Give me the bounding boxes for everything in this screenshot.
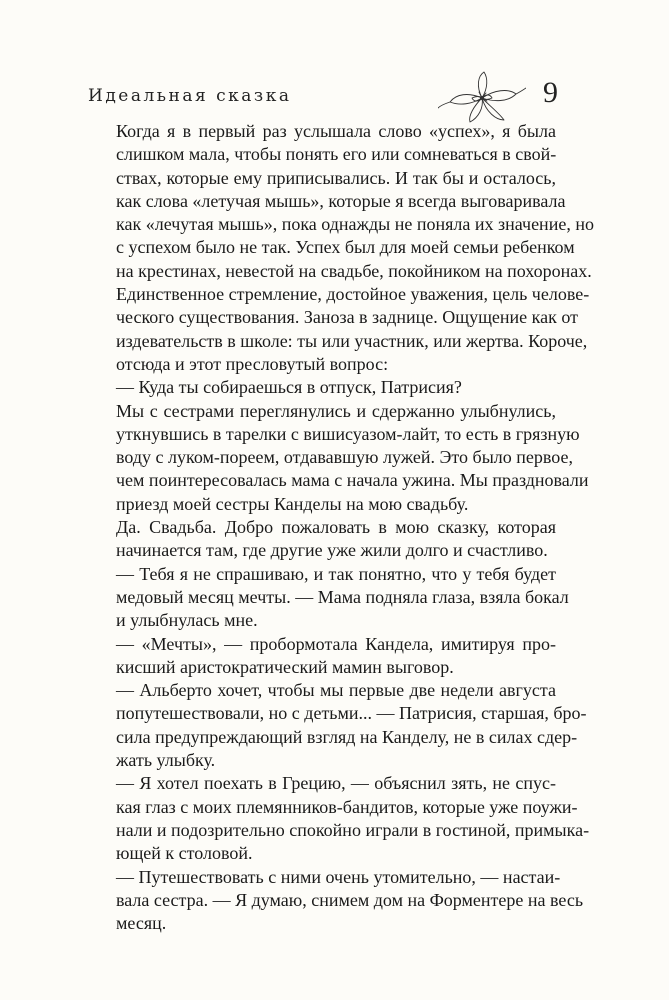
- text-line: на крестинах, невестой на свадьбе, покойником на похоронах.: [116, 260, 592, 281]
- text-line: с успехом было не так. Успех был для моей семьи ребенком: [116, 237, 575, 258]
- paragraph: [88, 400, 589, 516]
- text-line: Единственное стремление, достойное уважения, цель челове-: [116, 284, 590, 305]
- text-line: Да. Свадьба. Добро пожаловать в мою сказку, которая: [116, 517, 556, 538]
- text-line: издевательств в школе: ты или участник, или жертва. Короче,: [116, 330, 588, 351]
- text-line: ствах, которые ему приписывались. И так бы и осталось,: [116, 167, 556, 188]
- paragraph: [88, 633, 556, 680]
- text-line: жать улыбку.: [116, 750, 216, 771]
- text-line: — «Мечты», — пробормотала Кандела, имитируя про-: [116, 633, 556, 654]
- text-line: ющей к столовой.: [116, 843, 253, 864]
- text-line: — Альберто хочет, чтобы мы первые две недели августа: [116, 680, 556, 701]
- text-line: медовый месяц мечты. — Мама подняла глаза, взяла бокал: [116, 586, 569, 607]
- text-line: вала сестра. — Я думаю, снимем дом на Форментере на весь: [116, 889, 584, 910]
- paragraph: [88, 516, 556, 563]
- text-line: — Я хотел поехать в Грецию, — объяснил зять, не спус-: [116, 773, 556, 794]
- text-line: как «лечутая мышь», пока однажды не поняла их значение, но: [116, 214, 594, 235]
- text-line: попутешествовали, но с детьми... — Патрисия, старшая, бро-: [116, 703, 587, 724]
- paragraph: [88, 866, 584, 936]
- text-line: начинается там, где другие уже жили долго и счастливо.: [116, 540, 548, 561]
- text-line: как слова «летучая мышь», которые я всегда выговаривала: [116, 190, 566, 211]
- text-line: — Куда ты собираешься в отпуск, Патрисия?: [116, 377, 462, 398]
- text-line: кисший аристократический мамин выговор.: [116, 656, 454, 677]
- text-line: чем поинтересовалась мама с начала ужина. Мы праздновали: [116, 470, 589, 491]
- text-line: отсюда и этот пресловутый вопрос:: [116, 353, 389, 374]
- flower-icon: [438, 68, 526, 126]
- paragraph: [88, 563, 569, 633]
- page-number: 9: [543, 76, 558, 109]
- text-line: — Путешествовать с ними очень утомительно, — настаи-: [116, 866, 561, 887]
- text-line: нали и подозрительно спокойно играли в гостиной, примыка-: [116, 819, 590, 840]
- paragraph: [88, 376, 556, 399]
- text-line: слишком мала, чтобы понять его или сомневаться в свой-: [116, 144, 557, 165]
- text-line: месяц.: [116, 913, 167, 934]
- text-line: кая глаз с моих племянников-бандитов, которые уже поужи-: [116, 796, 578, 817]
- text-line: уткнувшись в тарелки с вишисуазом-лайт, то есть в грязную: [116, 423, 580, 444]
- text-line: и улыбнулась мне.: [116, 610, 258, 631]
- text-line: приезд моей сестры Канделы на мою свадьбу.: [116, 493, 469, 514]
- text-line: ческого существования. Заноза в заднице. Ощущение как от: [116, 307, 579, 328]
- text-line: Когда я в первый раз услышала слово «успех», я была: [116, 121, 556, 141]
- text-line: — Тебя я не спрашиваю, и так понятно, что у тебя будет: [116, 563, 556, 584]
- text-line: Мы с сестрами переглянулись и сдержанно улыбнулись,: [116, 400, 556, 421]
- paragraph: [88, 679, 587, 772]
- page-header: [88, 74, 558, 124]
- paragraph: [88, 772, 590, 865]
- paragraph: [88, 120, 594, 376]
- body-text: [88, 120, 594, 935]
- running-title: Идеальная сказка: [88, 86, 292, 106]
- text-line: воду с луком-пореем, отдававшую лужей. Это было первое,: [116, 447, 573, 468]
- text-line: сила предупреждающий взгляд на Канделу, не в силах сдер-: [116, 726, 578, 747]
